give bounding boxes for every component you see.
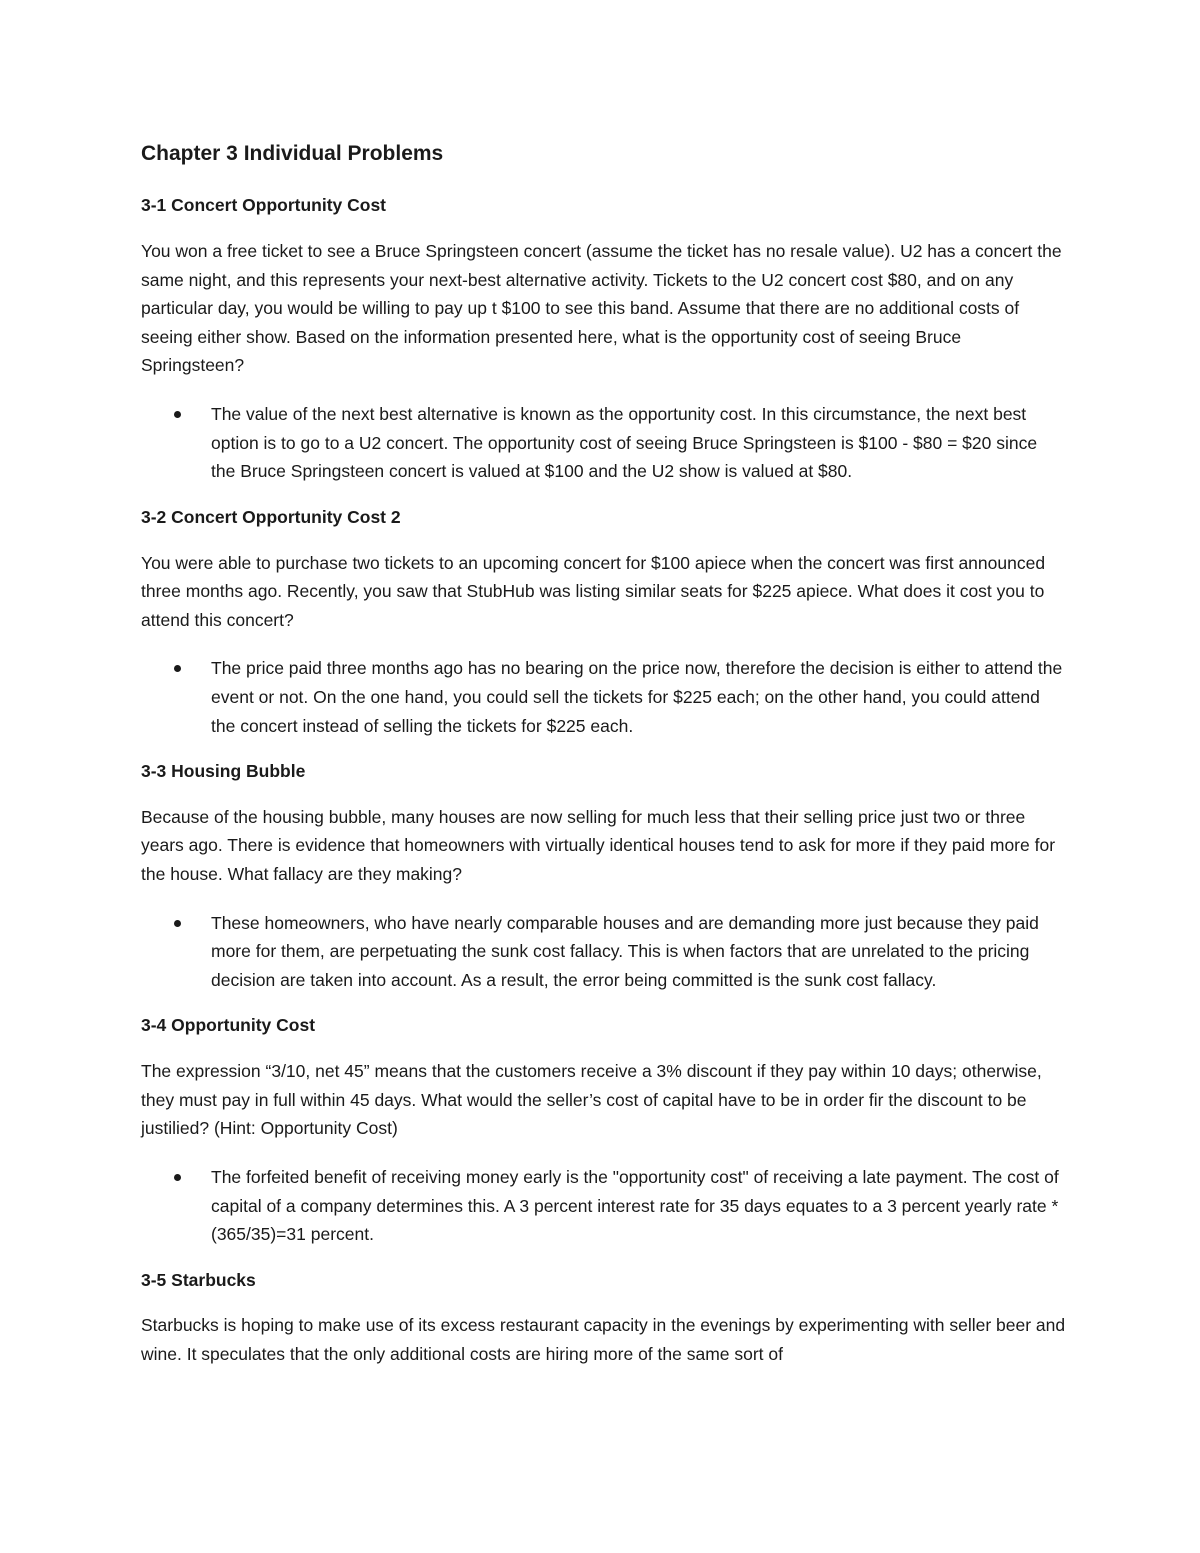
problem-heading: 3-5 Starbucks <box>141 1269 256 1290</box>
answer-text: These homeowners, who have nearly comparable houses and are demanding more just because they paid more for them, are perpetuating the sunk cost fallacy. This is when factors that are unrelated to the pricing decision are taken into account. As a result, the error being committed is the sunk cost fallacy. <box>211 912 1039 990</box>
answer-item <box>211 909 1066 995</box>
answer-list <box>141 654 1066 740</box>
problem-heading: 3-1 Concert Opportunity Cost <box>141 195 387 216</box>
problem-3-5 <box>141 1269 1066 1369</box>
bullet-icon <box>174 665 181 672</box>
answer-item <box>211 400 1066 486</box>
document-title: Chapter 3 Individual Problems <box>141 142 444 165</box>
answer-text: The forfeited benefit of receiving money early is the "opportunity cost" of receiving a late payment. The cost of capital of a company determines this. A 3 percent interest rate for 35 days equates to a 3 percent yearly rate *(365/35)=31 percent. <box>211 1166 1059 1245</box>
problem-3-2 <box>141 506 1066 740</box>
problem-question: Starbucks is hoping to make use of its excess restaurant capacity in the evenings by experimenting with seller beer and wine. It speculates that the only additional costs are hiring more of the same sort of <box>141 1315 1066 1365</box>
problem-3-3 <box>141 760 1066 994</box>
document-page <box>141 140 1066 1389</box>
bullet-icon <box>174 411 181 418</box>
answer-text: The price paid three months ago has no bearing on the price now, therefore the decision is either to attend the event or not. On the one hand, you could sell the tickets for $225 each; on the other hand, you could attend the concert instead of selling the tickets for $225 each. <box>211 658 1063 736</box>
answer-list <box>141 909 1066 995</box>
problem-heading: 3-3 Housing Bubble <box>141 761 306 782</box>
answer-list <box>141 400 1066 486</box>
answer-item <box>211 1163 1066 1249</box>
bullet-icon <box>174 920 181 927</box>
problem-heading: 3-2 Concert Opportunity Cost 2 <box>141 506 401 527</box>
problem-question: You were able to purchase two tickets to an upcoming concert for $100 apiece when the concert was first announced three months ago. Recently, you saw that StubHub was listing similar seats for $225 apiece. What does it cost you to attend this concert? <box>141 552 1046 630</box>
bullet-icon <box>174 1174 181 1181</box>
problem-3-4 <box>141 1014 1066 1248</box>
problem-3-1 <box>141 194 1066 486</box>
answer-text: The value of the next best alternative is known as the opportunity cost. In this circumstance, the next best option is to go to a U2 concert. The opportunity cost of seeing Bruce Springsteen is $100 - $80 = $20 since the Bruce Springsteen concert is valued at $100 and the U2 show is valued at $80. <box>211 404 1038 482</box>
problem-question: Because of the housing bubble, many houses are now selling for much less that their selling price just two or three years ago. There is evidence that homeowners with virtually identical houses tend to ask for more if they paid more for the house. What fallacy are they making? <box>141 806 1056 885</box>
problem-question: You won a free ticket to see a Bruce Springsteen concert (assume the ticket has no resale value). U2 has a concert the same night, and this represents your next-best alternative activity. Tickets to the U2 concert cost $80, and on any particular day, you would be willing to pay up t $100 to see this band. Assume that there are no additional costs of seeing either show. Based on the information presented here, what is the opportunity cost of seeing Bruce Springsteen? <box>141 241 1062 376</box>
answer-list <box>141 1163 1066 1249</box>
problem-question: The expression “3/10, net 45” means that the customers receive a 3% discount if they pay within 10 days; otherwise, they must pay in full within 45 days. What would the seller’s cost of capital have to be in order fir the discount to be justilied? (Hint: Opportunity Cost) <box>141 1061 1042 1139</box>
answer-item <box>211 654 1066 740</box>
problem-heading: 3-4 Opportunity Cost <box>141 1015 316 1036</box>
